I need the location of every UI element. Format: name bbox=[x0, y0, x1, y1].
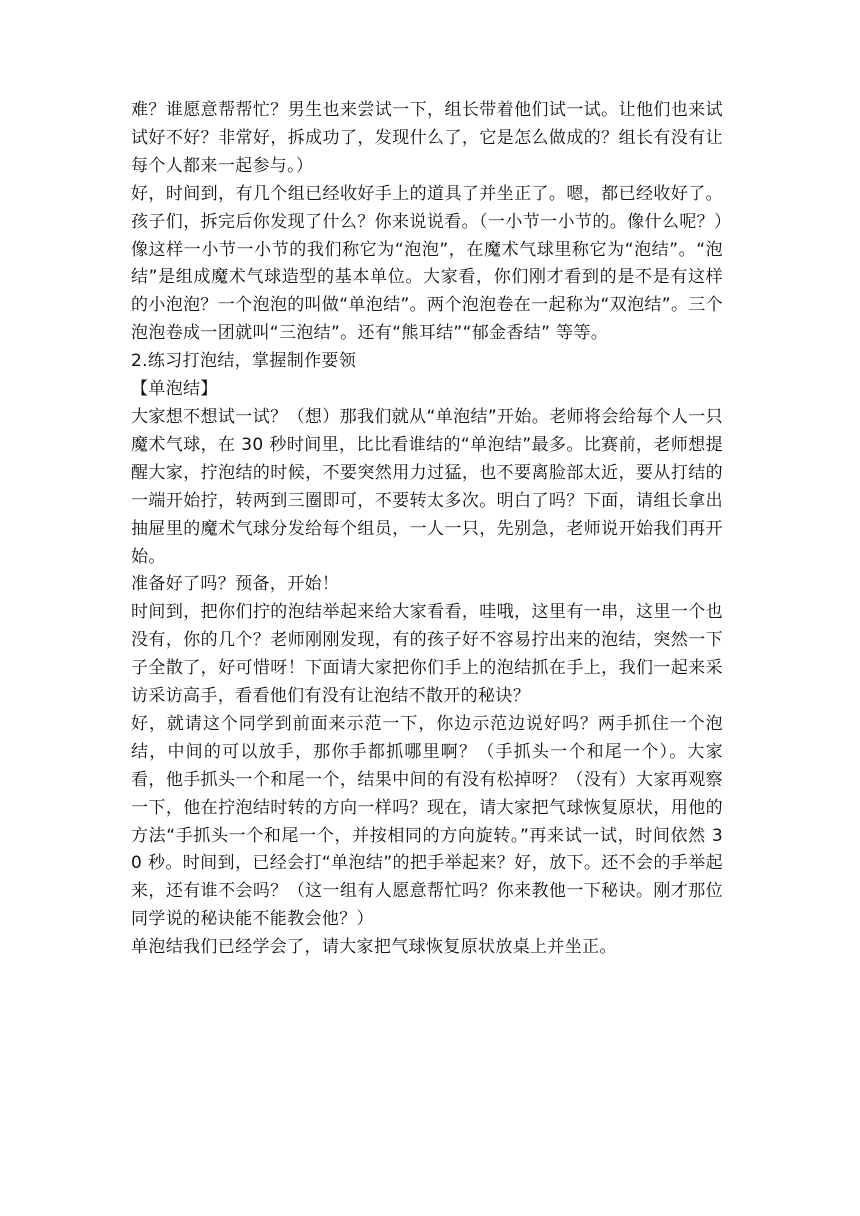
paragraph-continuation: 难？谁愿意帮帮忙？男生也来尝试一下，组长带着他们试一试。让他们也来试试好不好？非常好，拆成功了，发现什么了，它是怎么做成的？组长有没有让每个人都来一起参与。） bbox=[131, 100, 723, 176]
paragraph-demonstration: 好，就请这个同学到前面来示范一下，你边示范边说好吗？两手抓住一个泡结，中间的可以放手，那你手都抓哪里啊？（手抓头一个和尾一个）。大家看，他手抓头一个和尾一个，结果中间的有没有松掉呀？（没有）大家再观察一下，他在拧泡结时转的方向一样吗？现在，请大家把气球恢复原状，用他的方法“手抓头一个和尾一个，并按相同的方向旋转。”再来试一试，时间依然 30 秒。时间到，已经会打“单泡结”的把手举起来？好，放下。还不会的手举起来，还有谁不会吗？（这一组有人愿意帮忙吗？你来教他一下秘诀。刚才那位同学说的秘诀能不能教会他？） bbox=[131, 713, 723, 930]
paragraph-start-cue: 准备好了吗？预备，开始！ bbox=[131, 574, 340, 595]
paragraph-bubble-intro: 好，时间到，有几个组已经收好手上的道具了并坐正了。嗯，都已经收好了。孩子们，拆完后你发现了什么？你来说说看。（一小节一小节的。像什么呢？）像这样一小节一小节的我们称它为“泡泡”，在魔术气球里称它为“泡结”。“泡结”是组成魔术气球造型的基本单位。大家看，你们刚才看到的是不是有这样的小泡泡？一个泡泡的叫做“单泡结”。两个泡泡卷在一起称为“双泡结”。三个泡泡卷成一团就叫“三泡结”。还有“熊耳结”“郁金香结” 等等。 bbox=[131, 183, 723, 344]
paragraph-time-up: 时间到，把你们拧的泡结举起来给大家看看，哇哦，这里有一串，这里一个也没有，你的几个？老师刚刚发现，有的孩子好不容易拧出来的泡结，突然一下子全散了，好可惜呀！下面请大家把你们手上的泡结抓在手上，我们一起来采访采访高手，看看他们有没有让泡结不散开的秘诀？ bbox=[131, 602, 723, 707]
subsection-heading: 【单泡结】 bbox=[131, 379, 218, 400]
paragraph-closing: 单泡结我们已经学会了，请大家把气球恢复原状放桌上并坐正。 bbox=[131, 937, 617, 958]
section-heading: 2.练习打泡结，掌握制作要领 bbox=[131, 351, 357, 372]
paragraph-single-bubble-instructions: 大家想不想试一试？（想）那我们就从“单泡结”开始。老师将会给每个人一只魔术气球，在 30 秒时间里，比比看谁结的“单泡结”最多。比赛前，老师想提醒大家，拧泡结的时候，不要突然用力过猛，也不要离脸部太近，要从打结的一端开始拧，转两到三圈即可，不要转太多次。明白了吗？下面，请组长拿出抽屉里的魔术气球分发给每个组员，一人一只，先别急，老师说开始我们再开始。 bbox=[131, 406, 723, 567]
document-body bbox=[131, 97, 723, 962]
